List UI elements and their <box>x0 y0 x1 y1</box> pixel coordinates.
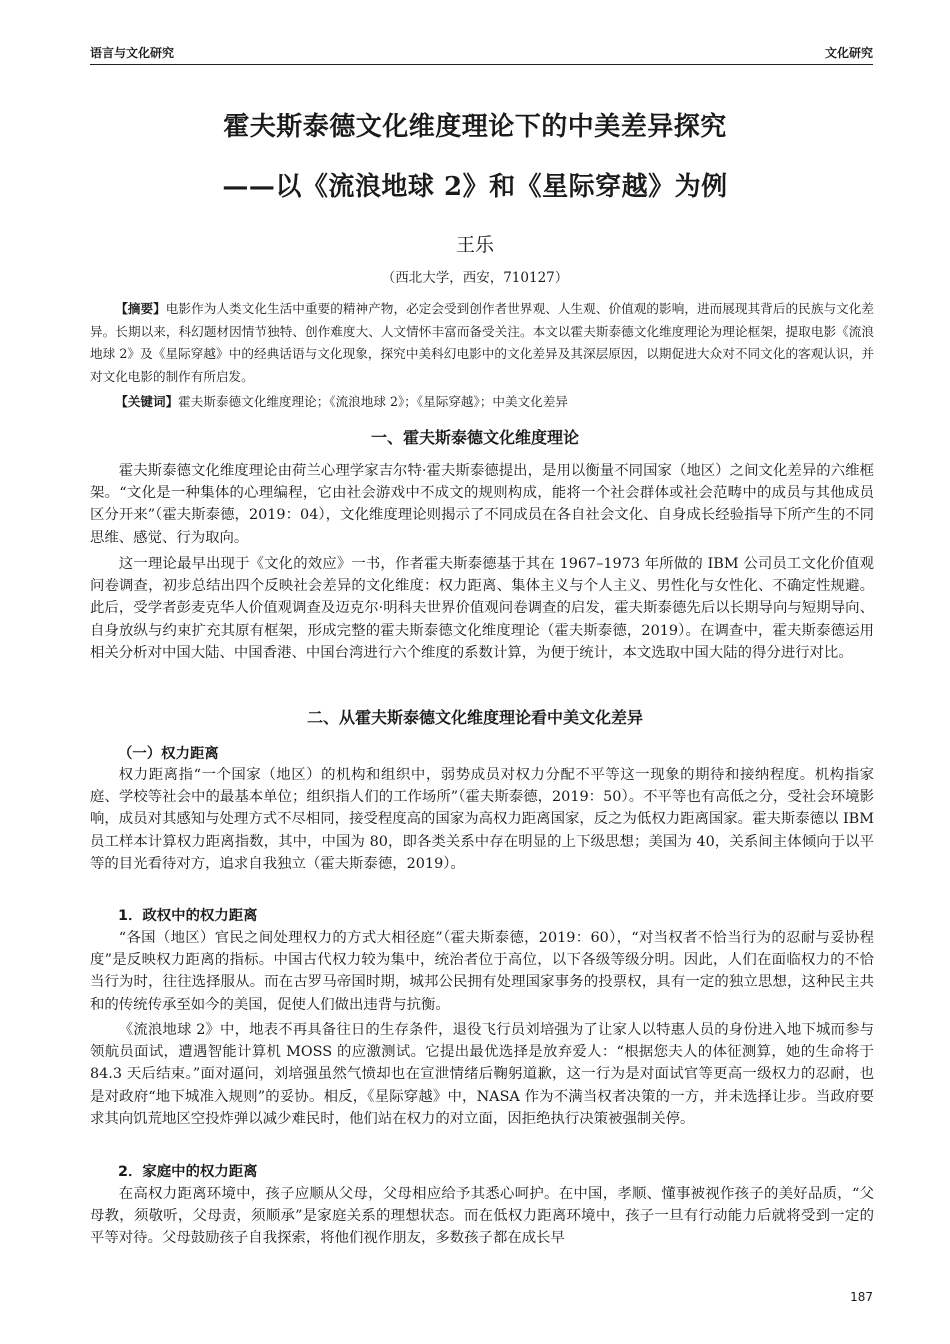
affiliation: （西北大学，西安，710127） <box>381 270 569 286</box>
column-name: 文化研究 <box>824 46 873 60</box>
article-subtitle: ——以《流浪地球 2》和《星际穿越》为例 <box>222 172 728 202</box>
header-rule <box>90 64 873 65</box>
author: 王乐 <box>455 234 494 256</box>
abstract <box>90 298 874 388</box>
section-heading-2: 二、从霍夫斯泰德文化维度理论看中美文化差异 <box>306 708 643 727</box>
paragraph-2: 这一理论最早出现于《文化的效应》一书，作者霍夫斯泰德基于其在 1967–1973 年所做的 IBM 公司员工文化价值观问卷调查，初步总结出四个反映社会差异的文化维度：权力距离、集体主义与个人主义、男性化与女性化、不确定性规避。此后，受学者彭麦克华人价值观调查及迈克尔·明科夫世界价值观问卷调查的启发，霍夫斯泰德先后以长期导向与短期导向、自身放纵与约束扩充其原有框架，形成完整的霍夫斯泰德文化维度理论（霍夫斯泰德，2019）。在调查中，霍夫斯泰德运用相关分析对中国大陆、中国香港、中国台湾进行六个维度的系数计算，为便于统计，本文选取中国大陆的得分进行对比。 <box>90 556 874 661</box>
subsection-heading-1: （一）权力距离 <box>118 746 219 762</box>
section-heading-1: 一、霍夫斯泰德文化维度理论 <box>370 428 579 447</box>
paragraph-3: 权力距离指“一个国家（地区）的机构和组织中，弱势成员对权力分配不平等这一现象的期待和接纳程度。机构指家庭、学校等社会中的最基本单位；组织指人们的工作场所”（霍夫斯泰德，2019：50）。不平等也有高低之分，受社会环境影响，成员对其感知与处理方式不尽相同，接受程度高的国家为高权力距离国家，反之为低权力距离国家。霍夫斯泰德以 IBM 员工样本计算权力距离指数，其中，中国为 80，即各类关系中存在明显的上下级思想；美国为 40，关系间主体倾向于以平等的目光看待对方，追求自我独立（霍夫斯泰德，2019）。 <box>90 767 874 872</box>
abstract-label: 【摘要】 <box>115 301 166 316</box>
page-number: 187 <box>850 1290 873 1304</box>
journal-name: 语言与文化研究 <box>90 46 175 60</box>
keywords-text: 霍夫斯泰德文化维度理论；《流浪地球 2》；《星际穿越》；中美文化差异 <box>178 394 568 409</box>
subsection-heading-2: 1．政权中的权力距离 <box>118 908 258 924</box>
paragraph-4: “各国（地区）官民之间处理权力的方式大相径庭”（霍夫斯泰德，2019：60），“对当权者不恰当行为的忍耐与妥协程度”是反映权力距离的指标。中国古代权力较为集中，统治者位于高位，以下各级等级分明。因此，人们在面临权力的不恰当行为时，往往选择服从。而在古罗马帝国时期，城邦公民拥有处理国家事务的投票权，具有一定的独立思想，这种民主共和的传统传承至如今的美国，促使人们做出违背与抗衡。 <box>90 930 874 1013</box>
subsection-heading-3: 2．家庭中的权力距离 <box>118 1164 258 1180</box>
abstract-text: 电影作为人类文化生活中重要的精神产物，必定会受到创作者世界观、人生观、价值观的影响，进而展现其背后的民族与文化差异。长期以来，科幻题材因情节独特、创作难度大、人文情怀丰富而备受关注。本文以霍夫斯泰德文化维度理论为理论框架，提取电影《流浪地球 2》及《星际穿越》中的经典话语与文化现象，探究中美科幻电影中的文化差异及其深层原因，以期促进大众对不同文化的客观认识，并对文化电影的制作有所启发。 <box>90 301 875 384</box>
paragraph-6: 在高权力距离环境中，孩子应顺从父母，父母相应给予其悉心呵护。在中国，孝顺、懂事被视作孩子的美好品质，“父母教，须敬听，父母责，须顺承”是家庭关系的理想状态。而在低权力距离环境中，孩子一旦有行动能力后就将受到一定的平等对待。父母鼓励孩子自我探索，将他们视作朋友，多数孩子都在成长早 <box>90 1186 874 1247</box>
running-header <box>90 44 873 62</box>
keywords <box>90 391 874 413</box>
article-title: 霍夫斯泰德文化维度理论下的中美差异探究 <box>223 112 727 142</box>
paragraph-1: 霍夫斯泰德文化维度理论由荷兰心理学家吉尔特·霍夫斯泰德提出，是用以衡量不同国家（地区）之间文化差异的六维框架。“文化是一种集体的心理编程，它由社会游戏中不成文的规则构成，能将一个社会群体或社会范畴中的成员与其他成员区分开来”（霍夫斯泰德，2019：04），文化维度理论则揭示了不同成员在各自社会文化、自身成长经验指导下所产生的不同思维、感觉、行为取向。 <box>90 463 874 546</box>
keywords-label: 【关键词】 <box>115 394 179 409</box>
paragraph-5: 《流浪地球 2》中，地表不再具备往日的生存条件，退役飞行员刘培强为了让家人以特惠人员的身份进入地下城而参与领航员面试，遭遇智能计算机 MOSS 的应激测试。它提出最优选择是放弃爱人：“根据您夫人的体征测算，她的生命将于 84.3 天后结束。”面对逼问，刘培强虽然气愤却也在宣泄情绪后鞠躬道歉，这一行为是对面试官等更高一级权力的忍耐，也是对政府“地下城准入规则”的妥协。相反，《星际穿越》中，NASA 作为不满当权者决策的一方，并未选择让步。当政府要求其向饥荒地区空投炸弹以减少难民时，他们站在权力的对立面，因拒绝执行决策被强制关停。 <box>90 1022 874 1127</box>
